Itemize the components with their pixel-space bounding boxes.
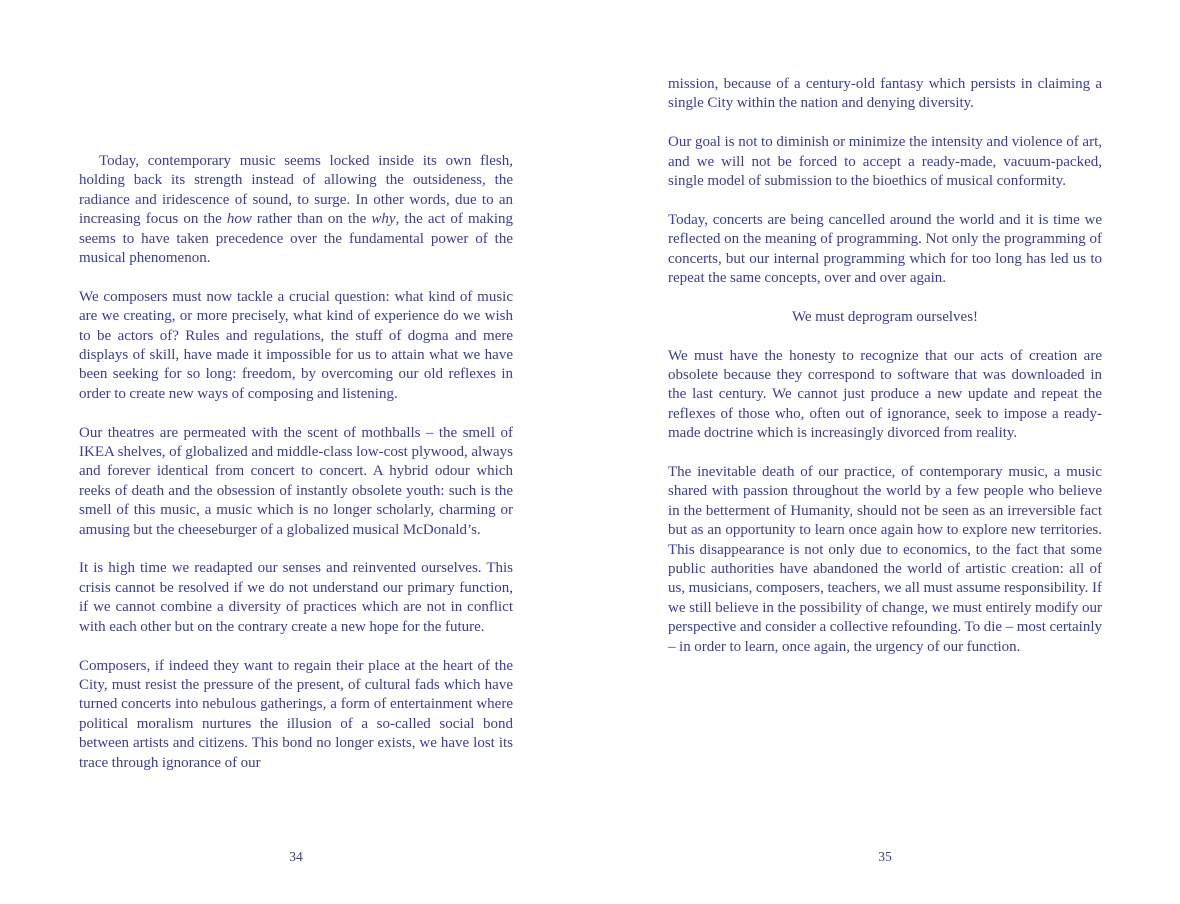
page-number-right: 35 (878, 849, 892, 864)
body-paragraph: Our theatres are permeated with the scent of mothballs – the smell of IKEA shelves, of globalized and middle-class low-cost plywood, always and forever identical from concert to concert. A hybrid odour which reeks of death and the obsession of instantly obsolete youth: such is the smell of this music, a music which is no longer scholarly, charming or amusing but the cheeseburger of a globalized musical McDonald’s. (79, 424, 513, 538)
body-paragraph: The inevitable death of our practice, of contemporary music, a music shared with passion throughout the world by a few people who believe in the betterment of Humanity, should not be seen as an irreversible fact but as an opportunity to learn once again how to explore new territories. This disappearance is not only due to economics, to the fact that some public authorities have abandoned the world of artistic creation: all of us, musicians, composers, teachers, we all must assume responsibility. If we still believe in the possibility of change, we must entirely modify our perspective and consider a collective refounding. To die – most certainly – in order to learn, once again, the urgency of our function. (668, 464, 1102, 655)
body-paragraph: It is high time we readapted our senses and reinvented ourselves. This crisis cannot be resolved if we do not understand our primary function, if we cannot combine a diversity of practices which are not in conflict with each other but on the contrary create a new hope for the future. (79, 560, 513, 635)
body-paragraph: Our goal is not to diminish or minimize the intensity and violence of art, and we will not be forced to accept a ready-made, vacuum-packed, single model of submission to the bioethics of musical conformity. (668, 134, 1102, 190)
page-right (590, 0, 1180, 904)
page-number-left: 34 (289, 849, 303, 864)
page-right-text-column (668, 75, 1102, 657)
body-paragraph: mission, because of a century-old fantasy which persists in claiming a single City within the nation and denying diversity. (668, 76, 1102, 112)
body-paragraph: We composers must now tackle a crucial question: what kind of music are we creating, or more precisely, what kind of experience do we wish to be actors of? Rules and regulations, the stuff of dogma and mere displays of skill, have made it impossible for us to attain what we have been seeking for so long: freedom, by overcoming our old reflexes in order to create new ways of composing and listening. (79, 288, 513, 402)
body-paragraph: Today, contemporary music seems locked inside its own flesh, holding back its strength instead of allowing the outsideness, the radiance and iridescence of sound, to surge. In other words, due to an increasing focus on the how rather than on the why, the act of making seems to have taken precedence over the fundamental power of the musical phenomenon. (79, 153, 514, 267)
centered-exclamation-line: We must deprogram ourselves! (791, 308, 979, 325)
page-left-text-column (79, 152, 513, 773)
body-paragraph: We must have the honesty to recognize that our acts of creation are obsolete because they correspond to software that was downloaded in the last century. We cannot just produce a new update and repeat the reflexes of those who, often out of ignorance, seek to impose a ready-made doctrine which is increasingly divorced from reality. (668, 347, 1102, 442)
body-paragraph: Composers, if indeed they want to regain their place at the heart of the City, must resist the pressure of the present, of cultural fads which have turned concerts into nebulous gatherings, a form of entertainment where political moralism nurtures the illusion of a so-called social bond between artists and citizens. This bond no longer exists, we have lost its trace through ignorance of our (79, 657, 513, 771)
body-paragraph: Today, concerts are being cancelled around the world and it is time we reflected on the meaning of programming. Not only the programming of concerts, but our internal programming which for too long has led us to repeat the same concepts, over and over again. (668, 211, 1102, 287)
